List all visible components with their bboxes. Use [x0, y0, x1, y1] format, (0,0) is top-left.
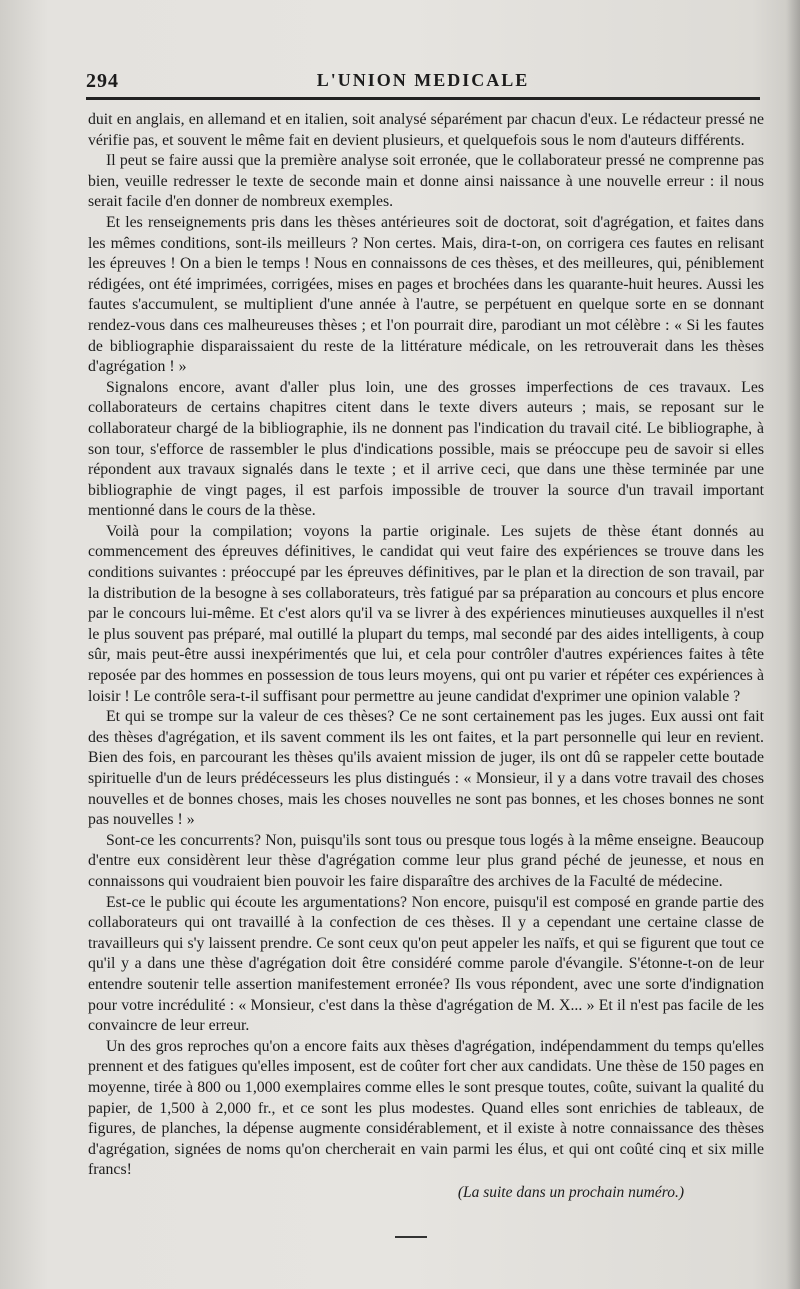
paragraph: Et qui se trompe sur la valeur de ces thèses? Ce ne sont certainement pas les juges. Eux aussi ont fait des thèses d'agrégation, et ils savent comment ils les ont faites, et la part personnelle qui leur en revient. Bien des fois, en parcourant les thèses qu'ils avaient mission de juger, ils ont dû se rappeler cette boutade spirituelle d'un de leurs prédécesseurs les plus distingués : « Monsieur, il y a dans votre travail des choses nouvelles et de bonnes choses, mais les choses nouvelles ne sont pas bonnes, et les choses bonnes ne sont pas nouvelles ! » [88, 708, 764, 829]
article-body [88, 110, 764, 1203]
paragraph: Et les renseignements pris dans les thèses antérieures soit de doctorat, soit d'agrégation, et faites dans les mêmes conditions, sont-ils meilleurs ? Non certes. Mais, dira-t-on, on corrigera ces fautes en relisant les épreuves ! On a bien le temps ! Nous en connaissons de ces thèses, et des meilleures, qui, péniblement rédigées, ont été imprimées, corrigées, mises en pages et brochées dans les quarante-huit heures. Aussi les fautes s'accumulent, se multiplient d'une année à l'autre, se perpétuent en quelque sorte en se donnant rendez-vous dans ces malheureuses thèses ; et l'on pourrait dire, parodiant un mot célèbre : « Si les fautes de bibliographie disparaissaient du reste de la littérature médicale, on les retrouverait dans les thèses d'agrégation ! » [88, 213, 764, 376]
paragraph: Il peut se faire aussi que la première analyse soit erronée, que le collaborateur pressé ne comprenne pas bien, veuille redresser le texte de seconde main et donne ainsi naissance à une nouvelle erreur : il nous serait facile d'en donner de nombreux exemples. [88, 152, 764, 211]
header-rule [86, 97, 760, 100]
paragraph: Un des gros reproches qu'on a encore faits aux thèses d'agrégation, indépendamment du temps qu'elles prennent et des fatigues qu'elles imposent, est de coûter fort cher aux candidats. Une thèse de 150 pages en moyenne, tirée à 800 ou 1,000 exemplaires comme elles le sont presque toutes, coûte, suivant la qualité du papier, de 1,500 à 2,000 fr., et ce sont les plus modestes. Quand elles sont enrichies de tableaux, de figures, de planches, la dépense augmente considérablement, et il existe à notre connaissance des thèses d'agrégation, signées de noms qu'on chercherait en vain parmi les élus, et qui ont coûté cinq et six mille francs! [88, 1037, 764, 1179]
continuation-note: (La suite dans un prochain numéro.) [457, 1183, 684, 1201]
page-edge-shadow [786, 0, 800, 1289]
paragraph: Voilà pour la compilation; voyons la partie originale. Les sujets de thèse étant donnés au commencement des épreuves définitives, le candidat qui veut faire des expériences se trouve dans les conditions suivantes : préoccupé par les épreuves définitives, par le plan et la direction de son travail, par la distribution de la besogne à ses collaborateurs, très fatigué par sa préparation au concours et plus encore par le concours lui-même. Et c'est alors qu'il va se livrer à des expériences minutieuses auxquelles il n'est le plus souvent pas préparé, mal outillé la plupart du temps, mal secondé par des aides intelligents, à coup sûr, mais peut-être aussi inexpérimentés que lui, et cela pour contrôler d'autres expériences faites à tête reposée par des hommes en possession de tous leurs moyens, qui ont pu varier et répéter ces expériences à loisir ! Le contrôle sera-t-il suffisant pour permettre au jeune candidat d'exprimer une opinion valable ? [88, 522, 764, 705]
paragraph: Est-ce le public qui écoute les argumentations? Non encore, puisqu'il est composé en grande partie des collaborateurs qui ont travaillé à la confection de ces thèses. Il y a cependant une certaine classe de travailleurs qui s'y laissent prendre. Ce sont ceux qu'on peut appeler les naïfs, et qui se figurent que tout ce qu'il y a dans une thèse d'agrégation doit être considéré comme parole d'évangile. S'étonne-t-on de leur entendre soutenir telle assertion manifestement erronée? Ils vous répondent, avec une sorte d'indignation pour votre incrédulité : « Monsieur, c'est dans la thèse d'agrégation de M. X... » Et il n'est pas facile de les convaincre de leur erreur. [88, 893, 764, 1035]
page-header [86, 64, 760, 94]
paragraph: Sont-ce les concurrents? Non, puisqu'ils sont tous ou presque tous logés à la même enseigne. Beaucoup d'entre eux considèrent leur thèse d'agrégation comme leur plus grand péché de jeunesse, et nous en connaissons qui voudraient bien pouvoir les faire disparaître des archives de la Faculté de médecine. [88, 831, 764, 890]
paragraph: Signalons encore, avant d'aller plus loin, une des grosses imperfections de ces travaux. Les collaborateurs de certains chapitres citent dans le texte divers auteurs ; mais, se reposant sur le collaborateur chargé de la bibliographie, ils ne donnent pas l'indication du travail cité. Le bibliographe, à son tour, s'efforce de rassembler le plus d'indications possible, mais se préoccupe peu de savoir si elles répondent aux travaux signalés dans le texte ; et il arrive ceci, que dans une thèse terminée par une bibliographie de vingt pages, il est parfois impossible de trouver la source d'un travail important mentionné dans le cours de la thèse. [88, 378, 764, 520]
page-number: 294 [86, 70, 119, 92]
running-title: L'UNION MEDICALE [316, 70, 530, 90]
end-rule [395, 1236, 427, 1238]
paragraph: duit en anglais, en allemand et en italien, soit analysé séparément par chacun d'eux. Le rédacteur pressé ne vérifie pas, et souvent le même fait en devient plusieurs, et quelquefois sous le nom d'auteurs différents. [88, 111, 764, 149]
